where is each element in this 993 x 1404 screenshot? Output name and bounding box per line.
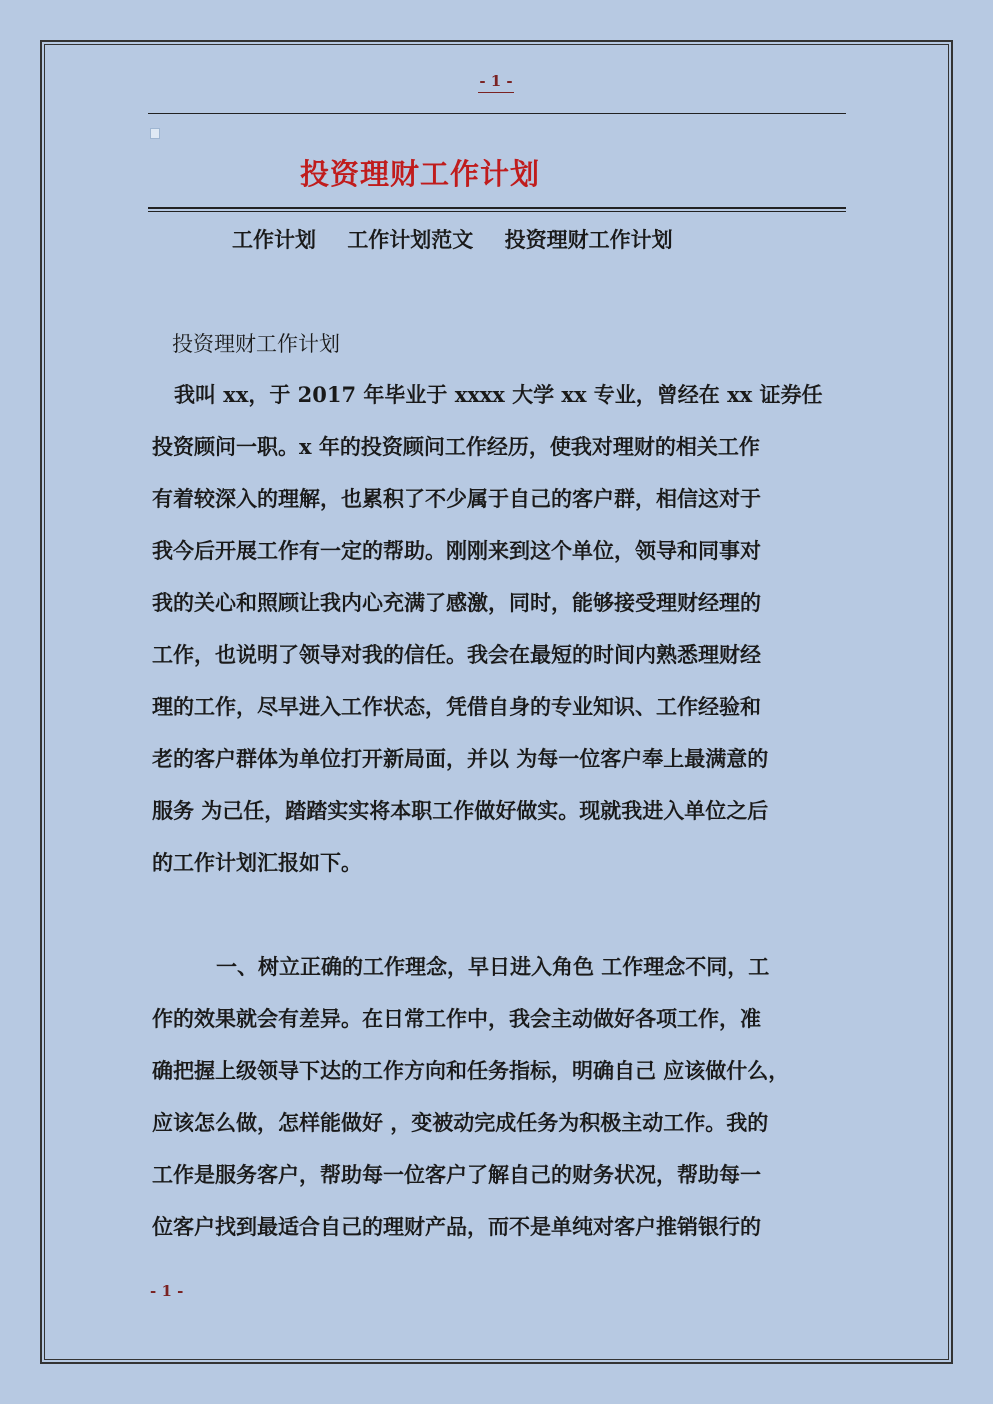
tag-item: 工作计划范文 — [347, 227, 474, 252]
body-line: 作的效果就会有差异。在日常工作中，我会主动做好各项工作，准 — [152, 1006, 761, 1031]
title-rule-thin — [148, 211, 846, 212]
body-line: 工作是服务客户，帮助每一位客户了解自己的财务状况，帮助每一 — [152, 1162, 761, 1187]
body-line: 一、树立正确的工作理念，早日进入角色 工作理念不同，工 — [216, 954, 770, 979]
body-line: 我今后开展工作有一定的帮助。刚刚来到这个单位，领导和同事对 — [152, 538, 761, 563]
tag-list — [232, 224, 673, 254]
header-page-number: - 1 - — [478, 72, 514, 93]
body-line: 应该怎么做，怎样能做好 ，变被动完成任务为积极主动工作。我的 — [152, 1110, 769, 1135]
body-line: 确把握上级领导下达的工作方向和任务指标，明确自己 应该做什么， — [152, 1058, 790, 1083]
document-title: 投资理财工作计划 — [300, 157, 541, 191]
body-line: 服务 为己任，踏踏实实将本职工作做好做实。现就我进入单位之后 — [152, 798, 769, 823]
title-rule-thick — [148, 207, 846, 209]
body-line: 有着较深入的理解，也累积了不少属于自己的客户群，相信这对于 — [152, 486, 761, 511]
document-icon — [150, 128, 160, 139]
body-line: 投资顾问一职。x 年的投资顾问工作经历，使我对理财的相关工作 — [152, 434, 760, 459]
header-rule — [148, 113, 846, 114]
body-line: 我叫 xx，于 2017 年毕业于 xxxx 大学 xx 专业，曾经在 xx 证券任 — [174, 382, 823, 407]
footer-page-number: - 1 - — [150, 1282, 184, 1300]
body-line: 老的客户群体为单位打开新局面，并以 为每一位客户奉上最满意的 — [152, 746, 769, 771]
tag-item: 投资理财工作计划 — [504, 227, 673, 252]
body-line: 位客户找到最适合自己的理财产品，而不是单纯对客户推销银行的 — [152, 1214, 761, 1239]
body-line: 工作，也说明了领导对我的信任。我会在最短的时间内熟悉理财经 — [152, 642, 761, 667]
body-line: 理的工作，尽早进入工作状态，凭借自身的专业知识、工作经验和 — [152, 694, 761, 719]
body-line: 的工作计划汇报如下。 — [152, 850, 362, 875]
body-line: 我的关心和照顾让我内心充满了感激，同时，能够接受理财经理的 — [152, 590, 761, 615]
section-subtitle: 投资理财工作计划 — [172, 332, 340, 356]
tag-item: 工作计划 — [232, 227, 316, 252]
